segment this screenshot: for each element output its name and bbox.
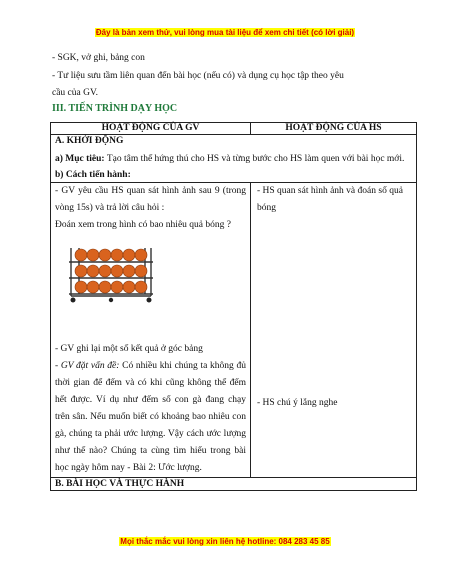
muc-tieu: a) Mục tiêu: Tạo tâm thế hứng thú cho HS và từng bước cho HS làm quen với bài học mới. bbox=[55, 154, 405, 164]
intro-line-2: - Tư liệu sưu tầm liên quan đến bài học (nếu có) và dụng cụ học tập theo yêu cầu của GV. bbox=[52, 71, 344, 98]
gv-activities: - GV yêu cầu HS quan sát hình ảnh sau 9 (trong vòng 15s) và trả lời câu hỏi : Đoán xem trong hình có bao nhiêu quả bóng ? - GV ghi lại một số kết quả ở góc bảng - GV đặt vấn đề: Có nhiều khi chúng ta không đủ thời gian để đếm và có khi cũng không thể đếm hết được. Ví dụ như đếm số con gà đang chạy trên sân. Nếu muốn biết có khoảng bao nhiêu con gà, chúng ta phải ước lượng. Vậy cách ước lượng như thế nào? Chúng ta cùng tìm hiểu trong bài học ngày hôm nay - Bài 2: Ước lượng. bbox=[51, 183, 251, 478]
hotline-banner: Mọi thắc mắc vui lòng xin liên hệ hotline: 084 283 45 85 bbox=[120, 537, 330, 546]
basketball bbox=[99, 265, 111, 277]
preview-banner: Đây là bản xem thử, vui lòng mua tài liệu để xem chi tiết (có lời giải) bbox=[95, 28, 355, 37]
hs-activities: - HS quan sát hình ảnh và đoán số quả bóng - HS chú ý lắng nghe bbox=[251, 183, 417, 478]
basketball bbox=[75, 265, 87, 277]
table-header-row bbox=[51, 123, 417, 135]
table-row bbox=[51, 135, 417, 183]
section-b-title: B. BÀI HỌC VÀ THỰC HÀNH bbox=[51, 478, 417, 491]
basketball bbox=[75, 249, 87, 261]
section-title: III. TIẾN TRÌNH DẠY HỌC bbox=[52, 103, 178, 114]
basketball bbox=[123, 281, 135, 293]
basketball bbox=[135, 249, 147, 261]
cach-tien-hanh: b) Cách tiến hành: bbox=[55, 170, 131, 180]
header-hs: HOẠT ĐỘNG CỦA HS bbox=[251, 123, 417, 135]
activity-table bbox=[50, 122, 417, 491]
basketball bbox=[135, 265, 147, 277]
basketball bbox=[135, 281, 147, 293]
basketball bbox=[87, 281, 99, 293]
basketball bbox=[99, 249, 111, 261]
intro-line-1: - SGK, vở ghi, bảng con bbox=[52, 53, 145, 63]
table-row bbox=[51, 183, 417, 478]
section-a-title: A. KHỞI ĐỘNG bbox=[55, 136, 124, 146]
ball-rack-image bbox=[65, 240, 157, 304]
header-gv: HOẠT ĐỘNG CỦA GV bbox=[51, 123, 251, 135]
basketball bbox=[75, 281, 87, 293]
table-row bbox=[51, 478, 417, 491]
basketball bbox=[123, 265, 135, 277]
basketball bbox=[111, 249, 123, 261]
basketball bbox=[123, 249, 135, 261]
basketball bbox=[111, 281, 123, 293]
basketball bbox=[111, 265, 123, 277]
basketball bbox=[87, 249, 99, 261]
basketball bbox=[99, 281, 111, 293]
basketball bbox=[87, 265, 99, 277]
